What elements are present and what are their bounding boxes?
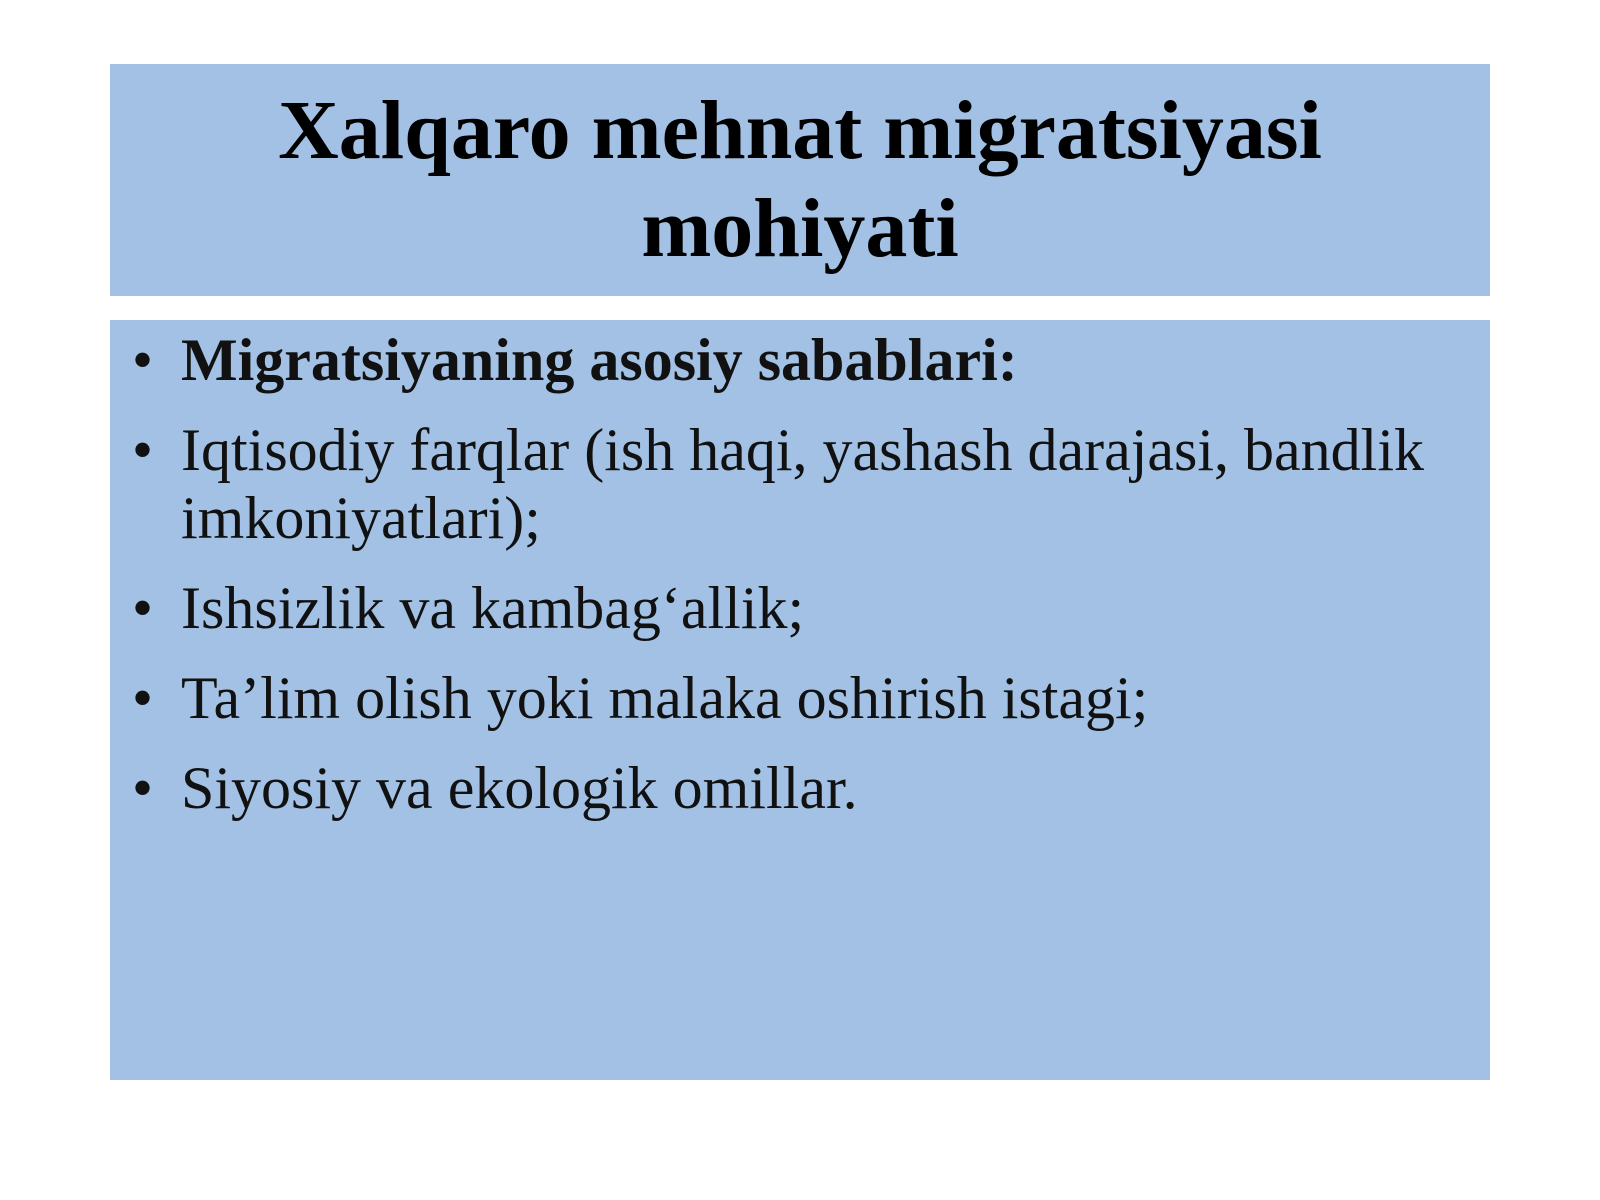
bullet-list (130, 326, 1460, 822)
bullet-text: Ta’lim olish yoki malaka oshirish istagi; (181, 665, 1149, 731)
bullet-text: Siyosiy va ekologik omillar. (181, 755, 858, 821)
slide-title: Xalqaro mehnat migratsiyasi mohiyati (278, 84, 1322, 275)
bullet-text: Ishsizlik va kambag‘allik; (181, 575, 805, 641)
bullet-item (130, 664, 1460, 732)
bullet-item-heading (130, 326, 1460, 394)
bullet-dot-icon: • (132, 575, 154, 641)
title-panel (110, 64, 1490, 296)
content-panel (110, 320, 1490, 1080)
bullet-item (130, 574, 1460, 642)
bullet-text: Iqtisodiy farqlar (ish haqi, yashash darajasi, bandlik imkoniyatlari); (181, 417, 1425, 551)
bullet-item (130, 416, 1460, 552)
bullet-dot-icon: • (132, 327, 154, 393)
bullet-dot-icon: • (132, 417, 154, 483)
bullet-item (130, 754, 1460, 822)
bullet-dot-icon: • (132, 665, 154, 731)
bullet-dot-icon: • (132, 755, 154, 821)
bullet-text: Migratsiyaning asosiy sabablari: (181, 327, 1018, 393)
